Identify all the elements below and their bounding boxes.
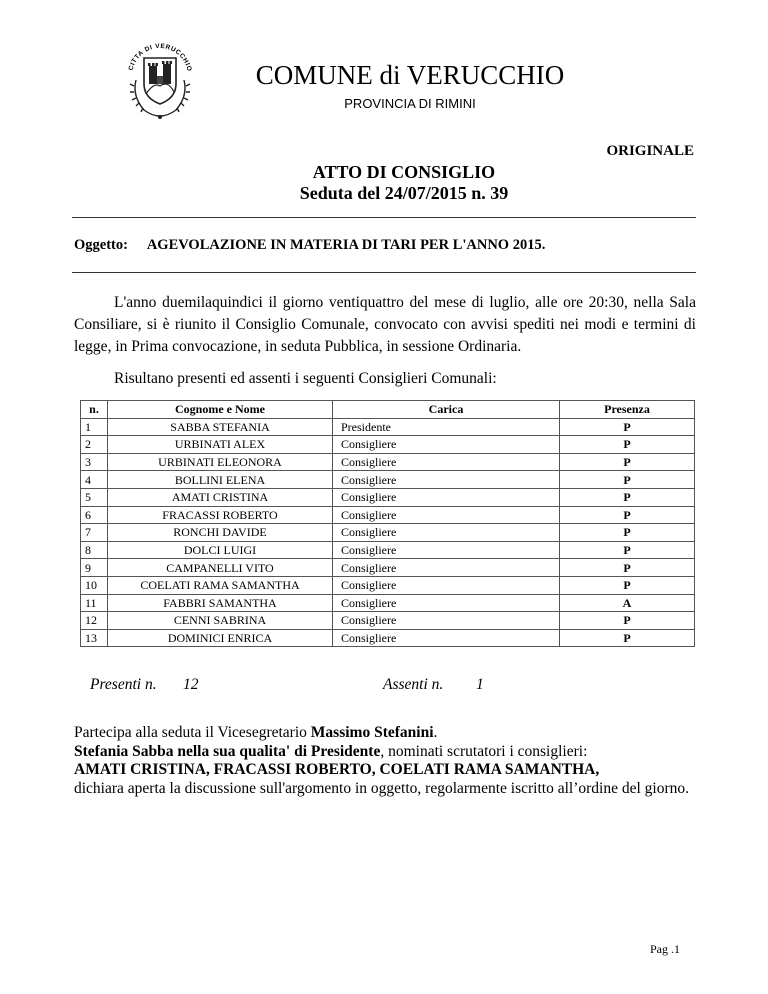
oggetto-text: AGEVOLAZIONE IN MATERIA DI TARI PER L'ANNO 2015. [146, 237, 546, 253]
divider-top [72, 217, 696, 218]
presence-status: P [560, 541, 695, 559]
table-row [81, 612, 695, 630]
row-number: 4 [81, 471, 108, 489]
provincia-subtitle: PROVINCIA DI RIMINI [344, 96, 476, 111]
partecipa-block [74, 724, 689, 798]
row-number: 10 [81, 576, 108, 594]
councillor-role: Consigliere [333, 594, 560, 612]
row-number: 8 [81, 541, 108, 559]
presence-status: P [560, 559, 695, 577]
presidente-line: Stefania Sabba nella sua qualita' di Presidente, nominati scrutatori i consiglieri: [74, 742, 588, 760]
row-number: 11 [81, 594, 108, 612]
table-row [81, 524, 695, 542]
divider-bottom [72, 272, 696, 273]
councillor-role: Consigliere [333, 612, 560, 630]
presence-status: P [560, 576, 695, 594]
row-number: 7 [81, 524, 108, 542]
councillor-role: Consigliere [333, 488, 560, 506]
dichiara-line: dichiara aperta la discussione sull'argomento in oggetto, regolarmente iscritto all’ordine del giorno. [74, 779, 690, 797]
councillor-role: Consigliere [333, 559, 560, 577]
risultano-text: Risultano presenti ed assenti i seguenti Consiglieri Comunali: [114, 370, 497, 387]
presence-status: P [560, 453, 695, 471]
table-row [81, 594, 695, 612]
table-row [81, 629, 695, 647]
table-row [81, 453, 695, 471]
presence-status: P [560, 629, 695, 647]
councillor-role: Consigliere [333, 629, 560, 647]
oggetto-line [74, 237, 545, 254]
councillor-name: URBINATI ELEONORA [108, 453, 333, 471]
row-number: 1 [81, 418, 108, 436]
partecipa-line: Partecipa alla seduta il Vicesegretario Massimo Stefanini. [74, 724, 438, 741]
col-header-name: Cognome e Nome [108, 401, 333, 419]
presence-status: P [560, 506, 695, 524]
table-row [81, 471, 695, 489]
svg-text:CITTA DI VERUCCHIO: CITTA DI VERUCCHIO [127, 42, 193, 73]
row-number: 3 [81, 453, 108, 471]
oggetto-label: Oggetto: [74, 237, 128, 253]
councillor-name: FRACASSI ROBERTO [108, 506, 333, 524]
presence-status: A [560, 594, 695, 612]
col-header-carica: Carica [333, 401, 560, 419]
councillor-role: Consigliere [333, 471, 560, 489]
row-number: 12 [81, 612, 108, 630]
table-header-row [81, 401, 695, 419]
col-header-n: n. [81, 401, 108, 419]
councillor-role: Consigliere [333, 506, 560, 524]
presence-status: P [560, 612, 695, 630]
vicesegretario-name: Massimo Stefanini [310, 724, 434, 741]
atto-title: ATTO DI CONSIGLIO [312, 162, 496, 182]
table-row [81, 418, 695, 436]
presence-status: P [560, 488, 695, 506]
councillors-table [80, 400, 695, 647]
presenti-value: 12 [183, 676, 199, 693]
intro-paragraph: L'anno duemilaquindici il giorno ventiquattro del mese di luglio, alle ore 20:30, nella Sala Consiliare, si è riunito il Consiglio Comunale, convocato con avvisi spediti nei modi e termini di legge, in Prima convocazione, in seduta Pubblica, in sessione Ordinaria. [74, 294, 696, 355]
table-body [81, 418, 695, 647]
councillor-name: SABBA STEFANIA [108, 418, 333, 436]
councillor-name: DOMINICI ENRICA [108, 629, 333, 647]
councillor-role: Consigliere [333, 453, 560, 471]
row-number: 2 [81, 436, 108, 454]
table-row [81, 436, 695, 454]
presence-status: P [560, 418, 695, 436]
councillor-name: DOLCI LUIGI [108, 541, 333, 559]
col-header-presenza: Presenza [560, 401, 695, 419]
table-row [81, 576, 695, 594]
councillor-name: CENNI SABRINA [108, 612, 333, 630]
assenti-value: 1 [476, 676, 484, 693]
councillor-role: Consigliere [333, 541, 560, 559]
councillor-name: BOLLINI ELENA [108, 471, 333, 489]
councillor-name: COELATI RAMA SAMANTHA [108, 576, 333, 594]
councillor-name: RONCHI DAVIDE [108, 524, 333, 542]
table-row [81, 559, 695, 577]
row-number: 13 [81, 629, 108, 647]
councillor-name: CAMPANELLI VITO [108, 559, 333, 577]
assenti-label: Assenti n. [383, 676, 444, 693]
presence-status: P [560, 471, 695, 489]
councillor-name: URBINATI ALEX [108, 436, 333, 454]
councillor-name: AMATI CRISTINA [108, 488, 333, 506]
atto-heading [0, 162, 768, 204]
presence-status: P [560, 436, 695, 454]
table-row [81, 506, 695, 524]
row-number: 6 [81, 506, 108, 524]
councillor-role: Presidente [333, 418, 560, 436]
councillor-role: Consigliere [333, 576, 560, 594]
councillor-role: Consigliere [333, 436, 560, 454]
row-number: 9 [81, 559, 108, 577]
presenti-label: Presenti n. [90, 676, 157, 693]
originale-label: ORIGINALE [606, 143, 694, 159]
seduta-line: Seduta del 24/07/2015 n. 39 [299, 183, 509, 203]
row-number: 5 [81, 488, 108, 506]
scrutatori-line: AMATI CRISTINA, FRACASSI ROBERTO, COELATI RAMA SAMANTHA, [74, 761, 600, 778]
table-row [81, 541, 695, 559]
page-number: Pag .1 [650, 942, 680, 956]
presence-status: P [560, 524, 695, 542]
councillor-role: Consigliere [333, 524, 560, 542]
comune-title: COMUNE di VERUCCHIO [255, 60, 565, 90]
table-row [81, 488, 695, 506]
councillor-name: FABBRI SAMANTHA [108, 594, 333, 612]
